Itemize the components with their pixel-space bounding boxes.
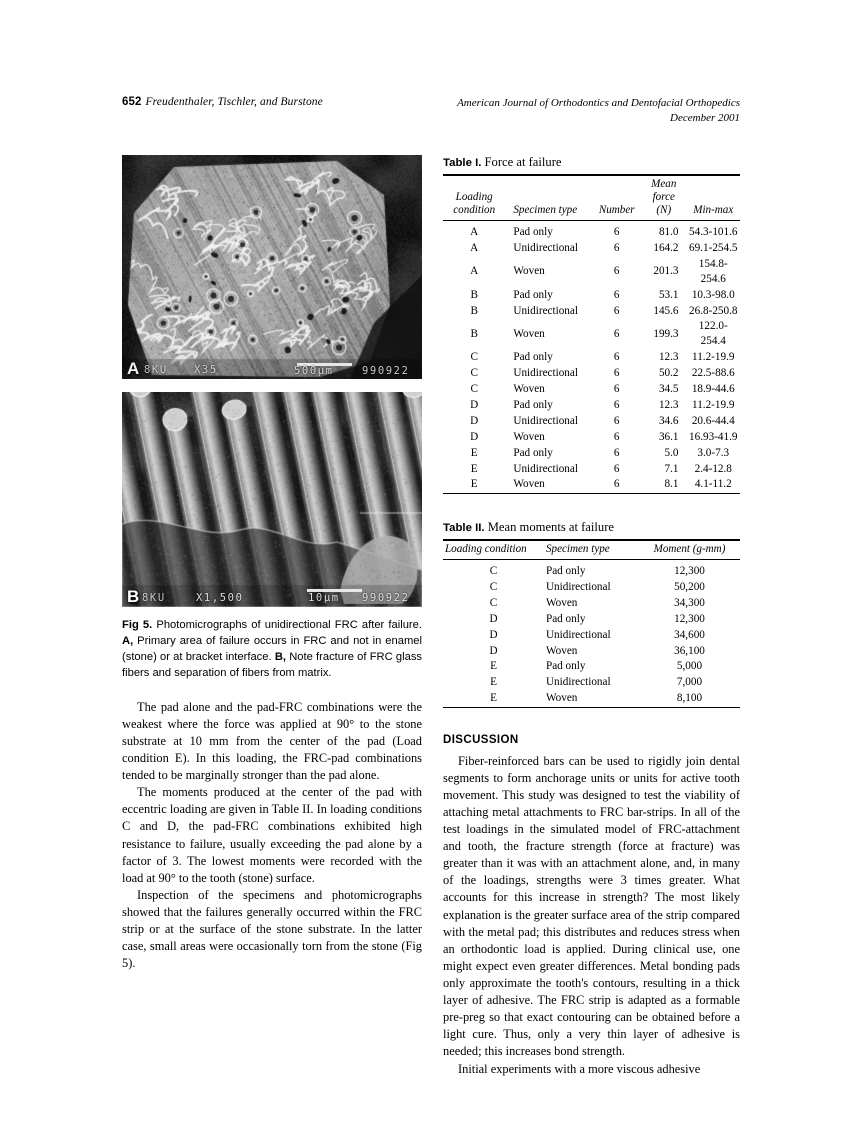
table-row [443,240,740,256]
table-1-cell-condition: A [470,242,479,255]
panel-b-letter: B [127,587,140,606]
table-1-header-force-line2: (N) [656,204,672,217]
table-1-cell-minmax: 10.3-98.0 [691,288,735,301]
table-2-cell-specimen: Pad only [545,564,586,577]
table-2-header-specimen: Specimen type [545,542,610,555]
table-2-cell-specimen: Unidirectional [545,580,611,593]
table-1-cell-minmax: 26.8-250.8 [689,304,738,317]
table-1-cell-condition: D [470,414,479,427]
table-1-cell-force: 34.5 [658,382,679,395]
table-1-cell-condition: B [470,327,478,340]
table-1-cell-force: 12.3 [658,398,679,411]
table-2-header-condition: Loading condition [445,542,527,555]
table-2-cell-moment: 36,100 [674,644,705,657]
table-row [443,611,740,627]
table-row [443,413,740,429]
table-1-header-condition-line2: condition [453,204,496,217]
table-1-cell-specimen: Pad only [513,446,553,459]
figure-caption-bold-b: B, [274,650,286,663]
table-row [443,397,740,413]
table-2-title-text: Mean moments at failure [484,519,614,534]
figure-caption-text-3: Note fracture of FRC glass fibers and separation of fibers from matrix. [122,650,423,679]
figure-caption-text-1: Photomicrographs of unidirectional FRC after failure. [152,619,422,631]
journal-issue: December 2001 [670,111,740,124]
table-2-cell-moment: 12,300 [674,564,705,577]
table-1-cell-force: 53.1 [658,288,679,301]
table-2-cell-specimen: Woven [545,644,578,657]
table-1-cell-minmax: 11.2-19.9 [692,398,735,411]
table-1-bottom-rule [443,493,740,494]
table-1-cell-force: 34.6 [658,414,679,427]
table-1-cell-number: 6 [613,242,620,255]
table-row [443,349,740,365]
table-1-cell-condition: E [470,446,478,459]
table-1-cell-number: 6 [613,382,620,395]
table-1-cell-force: 199.3 [653,327,679,340]
table-row [443,365,740,381]
table-2-cell-condition: D [489,628,498,641]
table-1-foot [443,493,740,494]
table-2-foot [443,707,740,708]
table-1-cell-specimen: Pad only [513,398,553,411]
sem-date-a: 990922 [362,365,410,377]
table-row [443,643,740,659]
discussion-paragraph-2: Initial experiments with a more viscous adhesive [458,1061,701,1076]
table-row [443,659,740,675]
table-1-cell-specimen: Woven [513,327,545,340]
sem-voltage-a: 8KU [144,364,168,376]
table-2-cell-condition: C [489,580,498,593]
sem-scale-label-a: 500µm [294,365,334,377]
table-1-cell-specimen: Unidirectional [513,304,578,317]
table-1-cell-number: 6 [613,288,620,301]
table-1-cell-number: 6 [613,446,620,459]
table-2-bottom-rule [443,707,740,708]
table-1-cell-minmax: 20.6-44.4 [691,414,735,427]
table-2-cell-condition: E [490,692,497,705]
table-1-cell-force: 164.2 [653,242,679,255]
table-1-cell-condition: B [470,288,478,301]
table-1-cell-number: 6 [613,366,620,379]
table-2-body [443,559,740,707]
table-1-cell-number: 6 [613,226,620,239]
discussion-heading: DISCUSSION [443,733,519,746]
sem-date-b: 990922 [362,592,410,604]
table-1-cell-force: 5.0 [664,446,679,459]
table-1-head [443,175,740,221]
table-1-header-number: Number [598,204,635,217]
running-head [122,96,740,126]
table-1-cell-condition: E [470,462,478,475]
table-2-title [443,520,740,535]
table-1 [443,174,740,494]
table-1-cell-number: 6 [613,398,620,411]
left-paragraph-3: Inspection of the specimens and photomicrographs showed that the failures generally occurred within the FRC strip or at the surface of the stone substrate. In the latter case, small areas were occasionally torn from the stone (Fig 5). [122,887,422,971]
table-1-header-minmax: Min-max [693,204,734,217]
table-row [443,595,740,611]
table-1-cell-condition: D [470,430,479,443]
table-row [443,461,740,477]
table-2-cell-specimen: Woven [545,596,578,609]
sem-scale-label-b: 10µm [308,592,340,604]
table-1-header-row [443,175,740,221]
panel-a-letter: A [127,359,140,378]
table-1-cell-specimen: Woven [513,478,545,491]
table-row [443,381,740,397]
table-1-cell-number: 6 [613,304,620,317]
table-1-cell-condition: A [470,265,479,278]
table-1-title-text: Force at failure [481,155,562,169]
table-1-cell-condition: C [470,382,478,395]
table-2-cell-specimen: Unidirectional [545,628,611,641]
table-row [443,579,740,595]
page-folio: 652 [122,96,142,108]
table-2-header-row [443,540,740,560]
left-column [122,155,422,972]
table-1-cell-force: 201.3 [653,265,679,278]
figure-caption-label: Fig 5. [122,619,153,631]
table-1-cell-specimen: Woven [513,430,545,443]
table-1-cell-force: 145.6 [653,304,679,317]
table-1-cell-condition: D [470,398,479,411]
left-paragraph-2: The moments produced at the center of the pad with eccentric loading are given in Table II. In loading conditions C and D, the pad-FRC combinations exhibited high resistance to failure, usually exceeding the pad alone by a factor of 3. The lowest moments were recorded with the load at 90° to the tooth (stone) surface. [122,785,422,885]
table-1-cell-force: 8.1 [664,478,679,491]
table-1-block [443,155,740,494]
figure-5 [122,155,422,682]
table-2-header-moment: Moment (g-mm) [653,542,726,555]
table-2-cell-moment: 8,100 [676,692,703,705]
table-2-cell-specimen: Woven [545,692,578,705]
table-row [443,477,740,493]
running-head-right [457,96,740,126]
table-1-header-specimen: Specimen type [513,204,578,217]
table-1-cell-minmax: 122.0-254.4 [698,320,728,348]
table-1-cell-condition: A [470,226,479,239]
table-2-cell-condition: E [490,676,497,689]
table-1-cell-minmax: 11.2-19.9 [692,350,735,363]
sem-image-b [122,392,422,607]
table-1-body [443,221,740,494]
table-1-header-condition [443,175,505,221]
table-2-cell-specimen: Pad only [545,612,586,625]
table-2-cell-moment: 5,000 [676,660,703,673]
table-2-cell-condition: C [489,596,498,609]
table-row [443,675,740,691]
table-1-title [443,155,740,170]
table-1-cell-force: 36.1 [658,430,679,443]
table-2-cell-condition: D [489,644,498,657]
table-row [443,319,740,350]
table-row [443,256,740,287]
sem-magnification-b: X1,500 [196,592,244,604]
table-1-cell-specimen: Woven [513,265,545,278]
table-1-cell-condition: C [470,350,478,363]
table-row [443,445,740,461]
table-2-cell-moment: 50,200 [674,580,705,593]
right-column [443,155,740,1078]
running-head-left [122,96,323,108]
table-1-cell-number: 6 [613,350,620,363]
table-1-cell-specimen: Unidirectional [513,414,578,427]
figure-caption [122,618,422,682]
table-2-cell-specimen: Pad only [545,660,586,673]
table-2-cell-moment: 34,300 [674,596,705,609]
table-1-cell-specimen: Unidirectional [513,366,578,379]
table-1-cell-force: 7.1 [664,462,679,475]
table-1-cell-specimen: Pad only [513,288,553,301]
table-2 [443,539,740,708]
table-1-cell-minmax: 4.1-11.2 [694,478,732,491]
table-1-cell-number: 6 [613,478,620,491]
table-2-cell-moment: 12,300 [674,612,705,625]
running-head-authors: Freudenthaler, Tischler, and Burstone [145,96,323,108]
table-2-cell-condition: E [490,660,497,673]
figure-caption-text-2: Primary area of failure occurs in FRC and not in enamel (stone) or at bracket interface. [122,634,422,663]
table-1-cell-specimen: Unidirectional [513,462,578,475]
table-1-header-force-line1: Mean force [651,178,677,204]
table-1-cell-force: 12.3 [658,350,679,363]
table-1-cell-specimen: Woven [513,382,545,395]
journal-title: American Journal of Orthodontics and Dentofacial Orthopedics [457,97,740,109]
table-1-cell-specimen: Pad only [513,226,553,239]
table-2-label: Table II. [443,521,485,534]
table-2-cell-moment: 7,000 [676,676,703,689]
micrograph-panel-b [122,392,422,607]
table-1-cell-force: 50.2 [658,366,679,379]
discussion-paragraph-1: Fiber-reinforced bars can be used to rigidly join dental segments to form anchorage units or units for active tooth movement. This study was designed to test the viability of attaching metal attachments to FRC bar-strips. In all of the test loadings in the simulated model of FRC-attachment and tooth, the fracture strength (force at fracture) was greater than it was with an attachment alone, and, in many of the loadings, strengths were 3 times greater. What accounts for this increase in strength? The most likely explanation is the greater surface area of the strip compared with the metal pad; this distributes and reduces stress when an orthodontic load is applied. During clinical use, one might expect even greater differences. Metal bonding pads only approximate the tooth's contours, resulting in a thick layer of adhesive. The FRC strip is adapted as a formable pre-preg so that exact contouring can be obtained before a light cure. Thus, only a very thin layer of adhesive is needed; this increases bond strength. [443,753,740,1059]
table-1-cell-number: 6 [613,430,620,443]
table-2-cell-condition: D [489,612,498,625]
table-1-header-force [639,175,687,221]
table-1-cell-minmax: 18.9-44.6 [691,382,735,395]
table-2-cell-moment: 34,600 [674,628,705,641]
table-1-label: Table I. [443,157,482,169]
table-1-header-condition-line1: Loading [455,191,493,204]
table-1-cell-minmax: 154.8-254.6 [698,258,728,285]
table-1-cell-minmax: 16.93-41.9 [689,430,738,443]
table-1-cell-number: 6 [613,265,620,278]
table-row [443,429,740,445]
micrograph-panel-a [122,155,422,379]
table-1-cell-condition: E [470,478,478,491]
table-1-cell-condition: B [470,304,478,317]
table-row [443,559,740,579]
sem-image-a [122,155,422,379]
table-1-cell-specimen: Pad only [513,350,553,363]
sem-magnification-a: X35 [194,364,218,376]
table-row [443,287,740,303]
table-2-head [443,540,740,560]
table-1-cell-minmax: 3.0-7.3 [697,446,730,459]
table-1-cell-number: 6 [613,414,620,427]
table-row [443,691,740,707]
table-2-block [443,520,740,708]
table-2-cell-condition: C [489,564,498,577]
table-row [443,221,740,241]
figure-caption-bold-a: A, [122,634,134,647]
table-row [443,627,740,643]
table-1-cell-minmax: 54.3-101.6 [689,226,738,239]
table-1-cell-minmax: 2.4-12.8 [694,462,732,475]
table-2-cell-specimen: Unidirectional [545,676,611,689]
table-1-cell-condition: C [470,366,478,379]
table-row [443,303,740,319]
table-1-cell-specimen: Unidirectional [513,242,578,255]
table-1-cell-number: 6 [613,462,620,475]
table-1-cell-minmax: 22.5-88.6 [691,366,735,379]
left-paragraph-1: The pad alone and the pad-FRC combinations were the weakest where the force was applied at 90° to the stone substrate at 10 mm from the center of the pad (Load condition E). In this loading, the FRC-pad combinations tended to be marginally stronger than the pad alone. [122,699,422,783]
sem-voltage-b: 8KU [142,592,166,604]
table-1-cell-minmax: 69.1-254.5 [689,242,738,255]
table-1-cell-number: 6 [613,327,620,340]
table-1-cell-force: 81.0 [658,226,679,239]
